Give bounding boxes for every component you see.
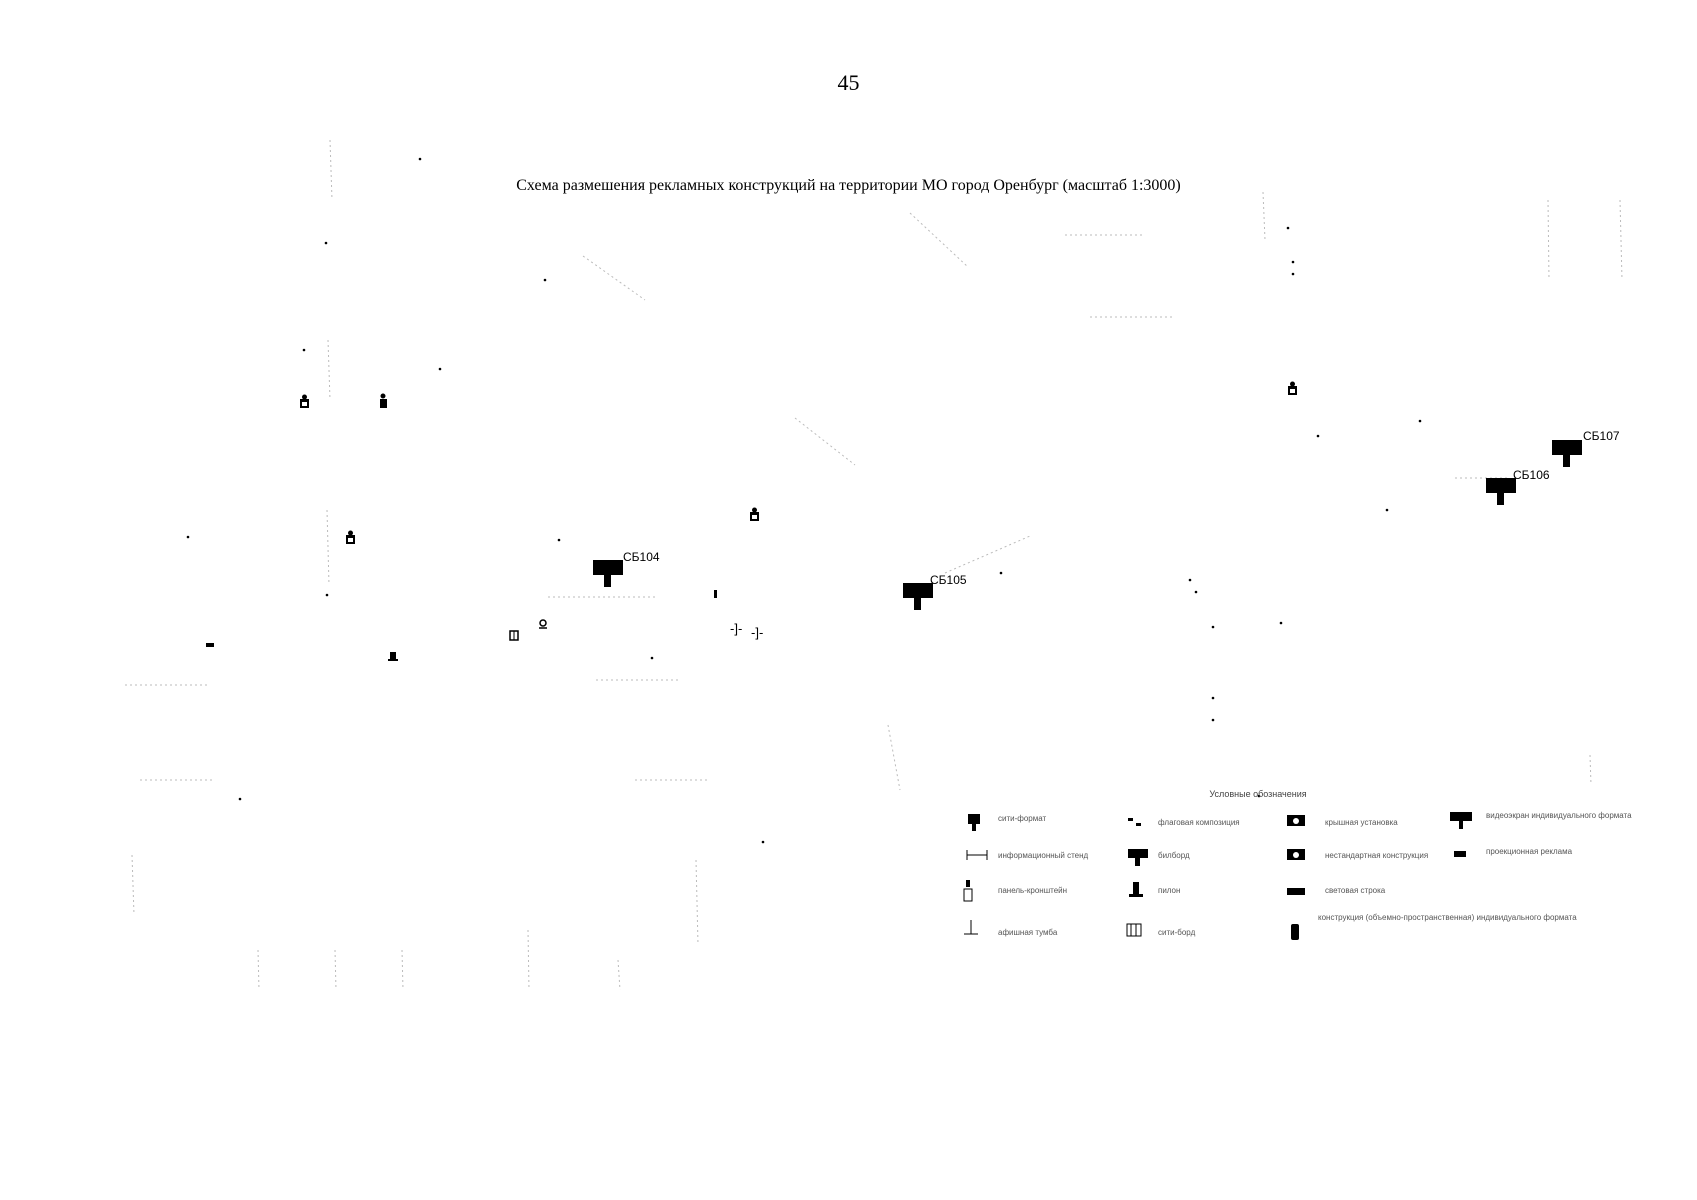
- nonstandard-construction-marker: [1288, 382, 1297, 396]
- svg-text:видеоэкран индивидуального фор: видеоэкран индивидуального формата: [1486, 811, 1632, 820]
- svg-text:афишная тумба: афишная тумба: [998, 928, 1058, 937]
- legend-item: [1287, 849, 1428, 860]
- legend-item: [1287, 815, 1398, 827]
- column-marker: [539, 620, 547, 628]
- svg-text:проекционная реклама: проекционная реклама: [1486, 847, 1573, 856]
- legend-item: [1129, 882, 1180, 897]
- svg-text:информационный стенд: информационный стенд: [998, 851, 1089, 860]
- legend-item: [1454, 847, 1573, 857]
- legend-item: [1128, 818, 1240, 827]
- nonstandard-construction-marker: [750, 508, 759, 522]
- svg-text:панель-кронштейн: панель-кронштейн: [998, 886, 1068, 895]
- info-stand-marker: [730, 621, 742, 636]
- billboard-code: СБ106: [1513, 468, 1550, 482]
- legend-item: [964, 880, 1067, 901]
- billboard-sb105[interactable]: [903, 573, 967, 610]
- legend-item: [1128, 849, 1190, 866]
- svg-text:крышная установка: крышная установка: [1325, 818, 1398, 827]
- billboard-sb107[interactable]: [1552, 429, 1620, 467]
- nonstandard-construction-marker: [346, 531, 355, 545]
- legend-item: [967, 850, 1089, 860]
- map-dots: [187, 158, 1422, 844]
- legend-item: [1127, 924, 1196, 937]
- legend-item: [968, 814, 1047, 831]
- legend: [964, 789, 1632, 940]
- svg-text:-]-: -]-: [730, 621, 743, 636]
- pillar-marker: [388, 652, 398, 661]
- map-title: Схема размешения рекламных конструкций на территории МО город Оренбург (масштаб 1:3000): [516, 177, 1181, 194]
- svg-text:световая строка: световая строка: [1325, 886, 1386, 895]
- legend-item: [1450, 811, 1632, 829]
- svg-text:сити-формат: сити-формат: [998, 814, 1047, 823]
- billboard-sb104[interactable]: [593, 550, 660, 587]
- svg-text:пилон: пилон: [1158, 886, 1181, 895]
- nonstandard-construction-marker: [380, 394, 387, 409]
- flag-marker: [206, 643, 214, 647]
- billboard-code: СБ104: [623, 550, 660, 564]
- svg-text:билборд: билборд: [1158, 851, 1190, 860]
- page-number: 45: [837, 70, 860, 95]
- svg-text:конструкция (объемно-пространс: конструкция (объемно-пространственная) индивидуального формата: [1318, 913, 1577, 922]
- legend-title: Условные обозначения: [1209, 789, 1307, 799]
- billboard-code: СБ105: [930, 573, 967, 587]
- street-traces: [125, 140, 1622, 990]
- legend-item: [1291, 913, 1577, 940]
- billboard-sb106[interactable]: [1486, 468, 1550, 505]
- svg-text:-]-: -]-: [751, 625, 764, 640]
- info-stand-marker: [751, 625, 763, 640]
- svg-text:сити-борд: сити-борд: [1158, 928, 1196, 937]
- small-marker: [714, 590, 717, 598]
- legend-item: [964, 920, 1058, 937]
- svg-text:нестандартная конструкция: нестандартная конструкция: [1325, 851, 1429, 860]
- svg-text:флаговая композиция: флаговая композиция: [1158, 818, 1240, 827]
- billboard-code: СБ107: [1583, 429, 1620, 443]
- nonstandard-construction-marker: [300, 395, 309, 409]
- grid-marker: [510, 631, 518, 640]
- map-point-symbols: [206, 382, 1297, 662]
- legend-item: [1287, 886, 1386, 895]
